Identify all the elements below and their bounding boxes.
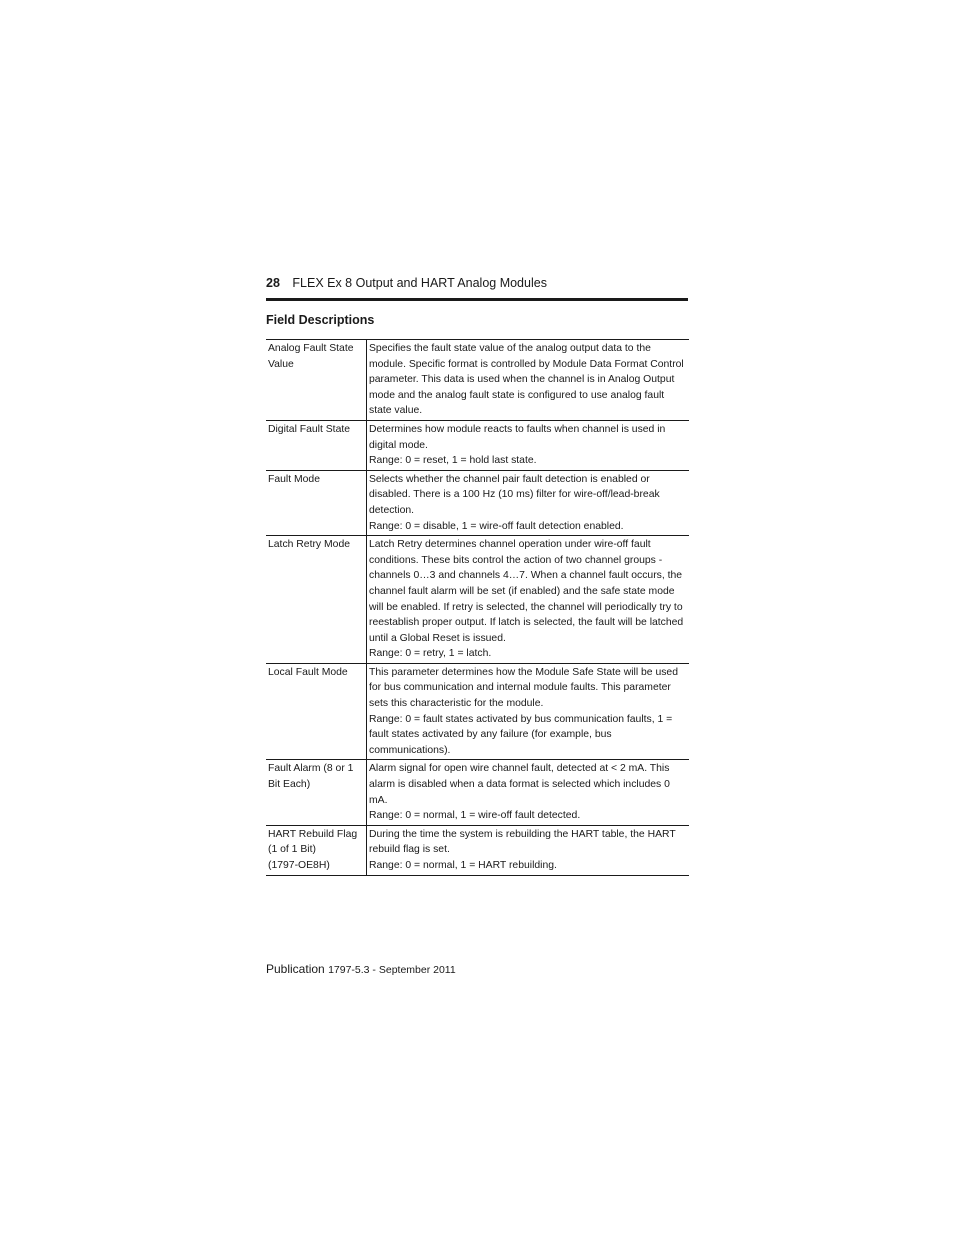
table-row <box>266 825 689 875</box>
table-row <box>266 340 689 421</box>
table-row <box>266 760 689 825</box>
field-name-line: (1 of 1 Bit) <box>268 844 316 856</box>
page-footer <box>266 962 456 976</box>
description-text: Latch Retry determines channel operation under wire-off fault conditions. These bits control the action of two channel groups - channels 0…3 and channels 4…7. When a channel fault occurs, the channel fault alarm will be set (if enabled) and the safe state mode will be enabled. If retry is selected, the channel will periodically try to reestablish proper output. If latch is selected, the fault will be latched until a Global Reset is issued. <box>369 539 684 644</box>
range-text: Range: 0 = fault states activated by bus communication faults, 1 = fault states activated by any failure (for example, bus communications). <box>369 713 673 756</box>
table-row <box>266 420 689 470</box>
field-description <box>367 536 690 664</box>
field-name <box>266 825 367 875</box>
field-description <box>367 340 690 421</box>
field-name: Fault Alarm (8 or 1 Bit Each) <box>266 760 367 825</box>
page-header <box>266 276 547 290</box>
header-rule <box>266 298 688 301</box>
field-name: Digital Fault State <box>266 420 367 470</box>
running-title: FLEX Ex 8 Output and HART Analog Modules <box>292 276 547 290</box>
range-text: Range: 0 = disable, 1 = wire-off fault detection enabled. <box>369 520 624 532</box>
range-text: Range: 0 = normal, 1 = wire-off fault detected. <box>369 810 581 822</box>
table-row <box>266 536 689 664</box>
field-description <box>367 663 690 760</box>
field-description <box>367 760 690 825</box>
description-text: Selects whether the channel pair fault detection is enabled or disabled. There is a 100 Hz (10 ms) filter for wire-off/lead-break detection. <box>369 473 660 516</box>
field-name-line: (1797-OE8H) <box>268 860 330 871</box>
field-name: Local Fault Mode <box>266 663 367 760</box>
section-title: Field Descriptions <box>266 313 375 327</box>
description-text: Alarm signal for open wire channel fault, detected at < 2 mA. This alarm is disabled when a data format is selected which includes 0 mA. <box>369 763 670 806</box>
description-text: Specifies the fault state value of the analog output data to the module. Specific format is controlled by Module Data Format Control parameter. This data is used when the channel is in Analog Output mode and the analog fault state is configured to use analog fault state value. <box>369 343 684 417</box>
field-name: Latch Retry Mode <box>266 536 367 664</box>
description-text: Determines how module reacts to faults when channel is used in digital mode. <box>369 423 666 451</box>
description-text: During the time the system is rebuilding the HART table, the HART rebuild flag is set. <box>369 828 676 856</box>
range-text: Range: 0 = normal, 1 = HART rebuilding. <box>369 860 557 871</box>
field-description <box>367 420 690 470</box>
page-number: 28 <box>266 276 280 290</box>
table-row <box>266 663 689 760</box>
publication-number: 1797-5.3 - September 2011 <box>328 964 456 976</box>
field-description <box>367 470 690 535</box>
description-text: This parameter determines how the Module Safe State will be used for bus communication and internal module faults. This parameter sets this characteristic for the module. <box>369 666 678 710</box>
table-row <box>266 470 689 535</box>
field-description <box>367 825 690 875</box>
range-text: Range: 0 = reset, 1 = hold last state. <box>369 455 537 467</box>
range-text: Range: 0 = retry, 1 = latch. <box>369 648 492 660</box>
field-name-line: HART Rebuild Flag <box>268 828 358 840</box>
field-name: Analog Fault State Value <box>266 340 367 421</box>
field-name: Fault Mode <box>266 470 367 535</box>
field-descriptions-table <box>266 339 689 876</box>
footer-label: Publication <box>266 962 325 976</box>
